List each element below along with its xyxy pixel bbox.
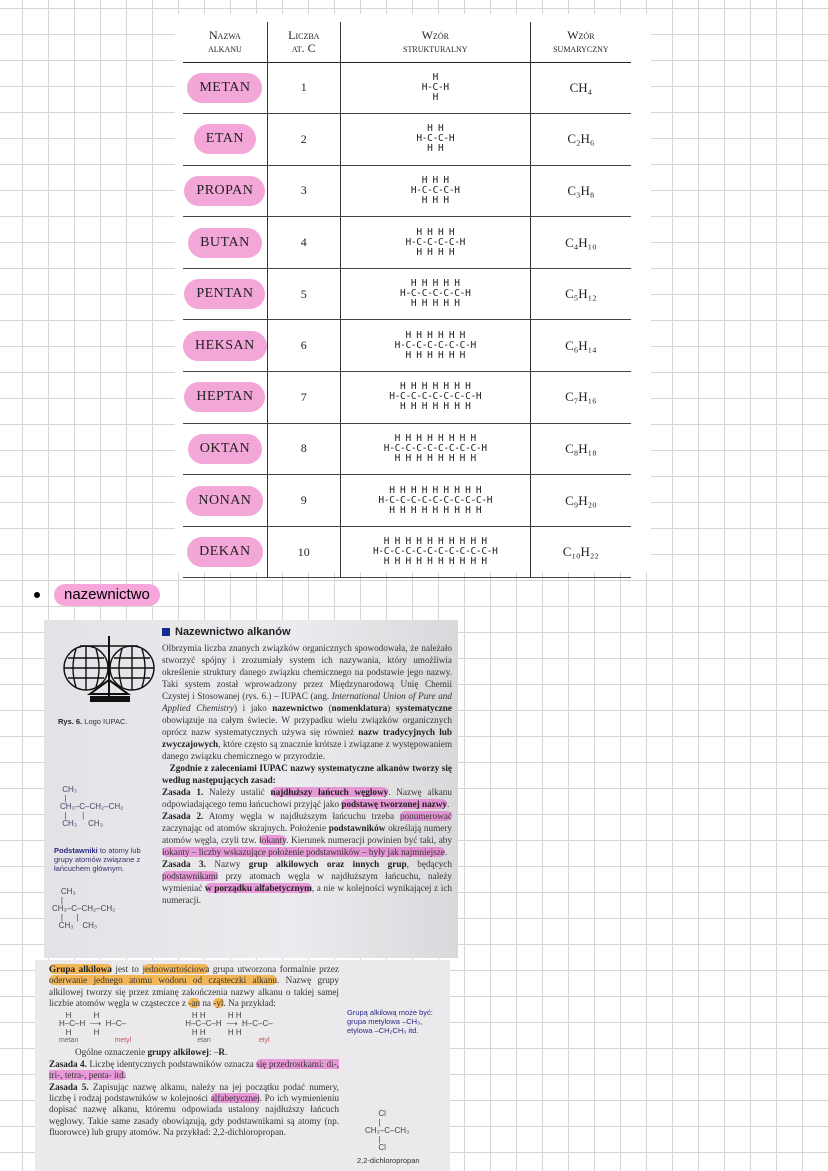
formula-chain: H-C-C-C-C-C-C-C-H (389, 391, 482, 403)
structure-cell (340, 268, 530, 320)
structural-formula (341, 176, 530, 206)
structural-formula (341, 537, 530, 567)
text-segment: ) i jako (233, 703, 273, 713)
highlighted-text: oderwanie jednego atomu wodoru od cząsteczki alkanu (49, 975, 278, 986)
text-segment: Ogólne oznaczenie (75, 1047, 148, 1058)
table-row (183, 526, 631, 578)
text-segment: podstawników (328, 823, 386, 833)
text-segment: ( (322, 703, 332, 713)
alkane-name: HEPTAN (184, 382, 265, 412)
name-cell (183, 114, 267, 166)
text-segment: International Union of Pure and Applied Chemistry (162, 691, 452, 713)
formula-chain: H-C-C-C-C-C-C-C-C-C-H (378, 494, 493, 506)
formula-top-h: H H H H (416, 226, 455, 238)
text-segment: . Nazwę grupy alkilowej tworzy się przez zmianę zakończenia nazwy alkanu o takiej samej liczbie atomów węgla w cząsteczce z (49, 975, 339, 1009)
structural-formula (341, 434, 530, 464)
column-header: Nazwa alkanu (183, 22, 267, 62)
highlighted-text: -an (188, 998, 201, 1009)
structure-cell (340, 423, 530, 475)
name-cell (183, 217, 267, 269)
highlighted-text: Grupa alkilowa (49, 964, 112, 974)
name-cell (183, 475, 267, 527)
alkane-table (183, 22, 631, 578)
structural-formula (341, 331, 530, 361)
structural-formula (341, 382, 530, 412)
structure-cell (340, 217, 530, 269)
alkane-name: NONAN (186, 486, 263, 516)
formula-bottom-h: H H H H H H H H H (389, 504, 482, 516)
text-segment: . Nazwę alkanu odpowiadającego temu łańcuchowi przyjąć jako (162, 787, 452, 809)
formula-chain: H-C-C-C-H (410, 184, 460, 196)
methane-scheme-block (59, 1012, 131, 1046)
formula-top-h: H H (427, 123, 444, 135)
formula-chain: H-C-C-C-C-H (405, 236, 466, 248)
formula-bottom-h: H H H H H H H H H H (383, 556, 487, 568)
carbon-count: 6 (267, 320, 340, 372)
alkane-name: DEKAN (187, 537, 263, 567)
molecular-formula: C₁₀H₂₂ (530, 526, 631, 578)
text-segment: Nazwy (205, 859, 249, 869)
structural-formula (341, 279, 530, 309)
name-cell (183, 165, 267, 217)
text-segment: przy atomach węgla w najdłuższym łańcuchu, należy wymieniać (162, 871, 452, 893)
paragraph (162, 786, 452, 810)
molecular-formula: C₉H₂₀ (530, 475, 631, 527)
structural-formula (341, 486, 530, 516)
carbon-count: 2 (267, 114, 340, 166)
label-etan: etan (197, 1037, 211, 1045)
structure-cell (340, 526, 530, 578)
text-segment: , które często są znacznie krótsze i związane z występowaniem danego związku chemicznego w przyrodzie. (162, 739, 452, 761)
paragraph (162, 642, 452, 762)
table-row (183, 320, 631, 372)
carbon-count: 9 (267, 475, 340, 527)
text-segment: Olbrzymia liczba znanych związków organicznych spowodowała, że należało stworzyć spójny i zrozumiały system ich nazywania, który umożliwia określenie struktury danego związku chemicznego na podstawie jego nazwy. Taki system został wprowadzony przez Międzynarodową Unię Chemii Czystej i Stosowanej (rys. 6.) – IUPAC (ang. (162, 643, 452, 701)
text-segment: . Kierunek numeracji powinien być taki, aby (286, 835, 452, 845)
dichloropropane-structure: Cl | CH₃–C–CH₃ | Cl (365, 1109, 410, 1153)
logo-caption: Logo IUPAC. (82, 717, 128, 726)
name-cell (183, 62, 267, 114)
carbon-count: 4 (267, 217, 340, 269)
label-metan: metan (59, 1037, 79, 1045)
text-segment: Zasada 5. (49, 1081, 89, 1092)
formula-top-h: H H H H H H H H (394, 432, 476, 444)
label-etyl: etyl (258, 1037, 270, 1045)
carbon-count: 8 (267, 423, 340, 475)
molecular-formula: C₂H₆ (530, 114, 631, 166)
highlighted-text: jednowartościowa (142, 964, 210, 974)
alkyl-main-column (49, 964, 339, 1139)
structure-cell (340, 114, 530, 166)
molecular-formula: C₃H₈ (530, 165, 631, 217)
text-segment: ) (387, 703, 396, 713)
side-note: Grupą alkilową może być: grupa metylowa –CH₃, etylowa –CH₂CH₃ itd. (347, 1008, 433, 1035)
structural-formula (341, 73, 530, 103)
carbon-count: 5 (267, 268, 340, 320)
dichloropropane-label: 2,2-dichloropropan (357, 1156, 420, 1165)
highlighted-text: się przedrostkami: di-, tri-, tetra-, penta- itd. (49, 1058, 339, 1081)
textbook-photo-alkyl-groups (35, 960, 450, 1171)
paragraph (49, 964, 339, 1010)
name-cell (183, 268, 267, 320)
carbon-count: 7 (267, 372, 340, 424)
text-segment: Należy ustalić (203, 787, 271, 797)
formula-chain: H-C-C-C-C-C-H (400, 288, 471, 300)
alkane-name: METAN (187, 73, 262, 103)
table-row (183, 268, 631, 320)
highlighted-text: -yl (213, 998, 224, 1009)
table-row (183, 217, 631, 269)
text-segment: Zasada 1. (162, 787, 204, 797)
text-segment: Zasada 4. (49, 1058, 87, 1069)
alkane-name: OKTAN (188, 434, 262, 464)
side-note-bold: Podstawniki (54, 846, 98, 855)
table-row (183, 423, 631, 475)
column-header: Liczba at. C (267, 22, 340, 62)
bullet-dot (34, 592, 40, 598)
text-segment: nazw tradycyjnych lub zwyczajowych (162, 727, 452, 749)
structure-cell (340, 62, 530, 114)
alkane-name: PROPAN (184, 176, 265, 206)
formula-bottom-h: H H H (421, 194, 449, 206)
text-segment: . Na przykład: (223, 998, 276, 1009)
structure-cell (340, 165, 530, 217)
rules-4-5 (49, 1059, 339, 1139)
name-cell (183, 423, 267, 475)
text-segment: grupy alkilowej (147, 1047, 209, 1058)
alkane-name: HEKSAN (183, 331, 267, 361)
name-cell (183, 320, 267, 372)
text-segment: systematyczne (395, 703, 452, 713)
table-row (183, 475, 631, 527)
carbon-count: 1 (267, 62, 340, 114)
alkane-name: ETAN (194, 124, 256, 154)
formula-bottom-h: H H (427, 143, 444, 155)
formula-chain: H-C-H (421, 81, 449, 93)
table-row (183, 372, 631, 424)
example-structure-1: CH₃ | CH₃–C–CH₂–CH₂ | | CH₃ CH₃ (60, 785, 124, 829)
highlighted-text: podstawę tworzonej nazwy (341, 799, 447, 809)
structural-formula (341, 124, 530, 154)
paragraph (49, 1082, 339, 1139)
text-segment: zaczynając od atomów skrajnych. Położenie (162, 823, 329, 833)
molecular-formula: C₈H₁₈ (530, 423, 631, 475)
molecular-formula: C₆H₁₄ (530, 320, 631, 372)
text-segment: Atomy węgla w najdłuższym łańcuchu trzeba (203, 811, 400, 821)
structure-cell (340, 320, 530, 372)
molecular-formula: CH₄ (530, 62, 631, 114)
text-segment: . (444, 847, 448, 857)
text-segment: grup alkilowych oraz innych grup (248, 859, 407, 869)
text-segment: , a nie w kolejności wynikającej z ich numeracji. (162, 883, 452, 905)
carbon-count: 3 (267, 165, 340, 217)
highlighted-text: alfabetycznej (210, 1093, 260, 1104)
molecular-formula: C₅H₁₂ (530, 268, 631, 320)
structure-cell (340, 372, 530, 424)
highlighted-text: najdłuższy łańcuch węglowy (270, 787, 389, 797)
text-segment: grupa utworzona formalnie przez (209, 964, 339, 974)
text-segment: Liczbę identycznych podstawników oznacza (86, 1058, 257, 1069)
column-header: Wzór strukturalny (340, 22, 530, 62)
text-segment: R (218, 1047, 226, 1058)
molecular-formula: C₄H₁₀ (530, 217, 631, 269)
molecular-formula: C₇H₁₆ (530, 372, 631, 424)
logo-caption-label: Rys. 6. (58, 717, 83, 726)
paragraph (162, 858, 452, 906)
formula-top-h: H H H H H H H (400, 381, 471, 393)
methane-to-methyl-scheme: H H H–C–H ⟶ H–C– H H (59, 1010, 127, 1037)
column-header: Wzór sumaryczny (530, 22, 631, 62)
text-segment: obowiązuje na całym świecie. W przypadku wielu związków organicznych oprócz nazw systematycznych używa się również (162, 715, 452, 737)
heading-square-icon (162, 628, 170, 636)
text-segment: określają numery atomów węgla, czyli tzw. (162, 823, 452, 845)
example-structure-2: CH₃ | CH₃–C–CH₂–CH₂ | | CH₃ CH₃ (52, 887, 116, 931)
carbon-count: 10 (267, 526, 340, 578)
highlighted-text: w porządku alfabetycznym (204, 883, 312, 893)
formula-bottom-h: H (432, 91, 438, 103)
name-cell (183, 372, 267, 424)
formula-bottom-h: H H H H H H H (400, 401, 471, 413)
formula-chain: H-C-C-C-C-C-C-H (394, 339, 476, 351)
formula-bottom-h: H H H H H (410, 298, 460, 310)
bullet-item (34, 584, 160, 606)
bullet-label: nazewnictwo (54, 584, 160, 606)
text-segment: nomenklatura (331, 703, 388, 713)
section-heading: Nazewnictwo alkanów (175, 626, 291, 638)
paragraph (49, 1059, 339, 1082)
header-row (183, 22, 631, 62)
highlighted-text: podstawnikami (162, 871, 219, 881)
formula-top-h: H H H H H H H H H H (383, 536, 487, 548)
text-segment: : – (208, 1047, 219, 1058)
text-segment: Zasada 2. (162, 811, 204, 821)
text-segment: nazewnictwo (272, 703, 323, 713)
text-segment: , będących (406, 859, 452, 869)
text-segment: na (200, 998, 214, 1009)
structural-formula (341, 228, 530, 258)
ethane-scheme-block (185, 1012, 273, 1046)
formula-chain: H-C-C-C-C-C-C-C-C-H (383, 442, 487, 454)
table-row (183, 62, 631, 114)
general-notation (75, 1047, 339, 1058)
highlighted-text: lokanty – liczby wskazujące położenie podstawników – były jak najmniejsze (162, 847, 445, 857)
text-segment: . Po ich wymienieniu dopisać nazwę alkanu, któremu odpowiada ustalony najdłuższy łańcuch węglowy. Takie same zasady obowiązują, gdy podstawnikami są atomy (np. fluorowce) lub grupy atomów. Na przykład: 2,2-dichloropropan. (49, 1093, 339, 1138)
textbook-photo-nomenclature (44, 620, 458, 958)
formula-bottom-h: H H H H H H H H (394, 452, 476, 464)
side-note-text: to atomy lub grupy atomów związane z łańcuchem głównym. (54, 846, 141, 873)
formula-top-h: H H H (421, 174, 449, 186)
alkane-name: BUTAN (188, 228, 262, 258)
formula-top-h: H H H H H H (405, 329, 466, 341)
formula-bottom-h: H H H H H H (405, 349, 466, 361)
table-row (183, 114, 631, 166)
structure-cell (340, 475, 530, 527)
formula-bottom-h: H H H H (416, 246, 455, 258)
formula-chain: H-C-C-H (416, 133, 455, 145)
formula-top-h: H H H H H H H H H (389, 484, 482, 496)
text-segment: Zapisując nazwę alkanu, należy na jej początku podać numery, liczbę i rodzaj podstawników w kolejności (49, 1081, 339, 1104)
paragraph (162, 810, 452, 858)
paragraph (162, 762, 455, 786)
alkyl-schemes (59, 1012, 339, 1046)
alkane-name: PENTAN (184, 279, 265, 309)
text-segment: Zasada 3. (162, 859, 206, 869)
table-row (183, 165, 631, 217)
formula-chain: H-C-C-C-C-C-C-C-C-C-C-H (372, 546, 498, 558)
name-cell (183, 526, 267, 578)
alkyl-intro (49, 964, 339, 1010)
iupac-logo (60, 632, 158, 712)
text-segment: . (225, 1047, 228, 1058)
formula-top-h: H H H H H (410, 278, 460, 290)
text-segment: . (447, 799, 450, 809)
text-segment: jest to (111, 964, 143, 974)
highlighted-text: lokanty (259, 835, 287, 845)
section-body (162, 642, 455, 906)
ethane-to-ethyl-scheme: H H H H H–C–C–H ⟶ H–C–C– H H H H (185, 1010, 273, 1037)
alkane-table-card (175, 14, 651, 572)
text-segment: Zgodnie z zaleceniami IUPAC nazwy systematyczne alkanów tworzy się według następujących zasad: (162, 763, 455, 785)
highlighted-text: ponumerować (399, 811, 452, 821)
formula-top-h: H (432, 71, 438, 83)
label-metyl: metyl (114, 1037, 132, 1045)
